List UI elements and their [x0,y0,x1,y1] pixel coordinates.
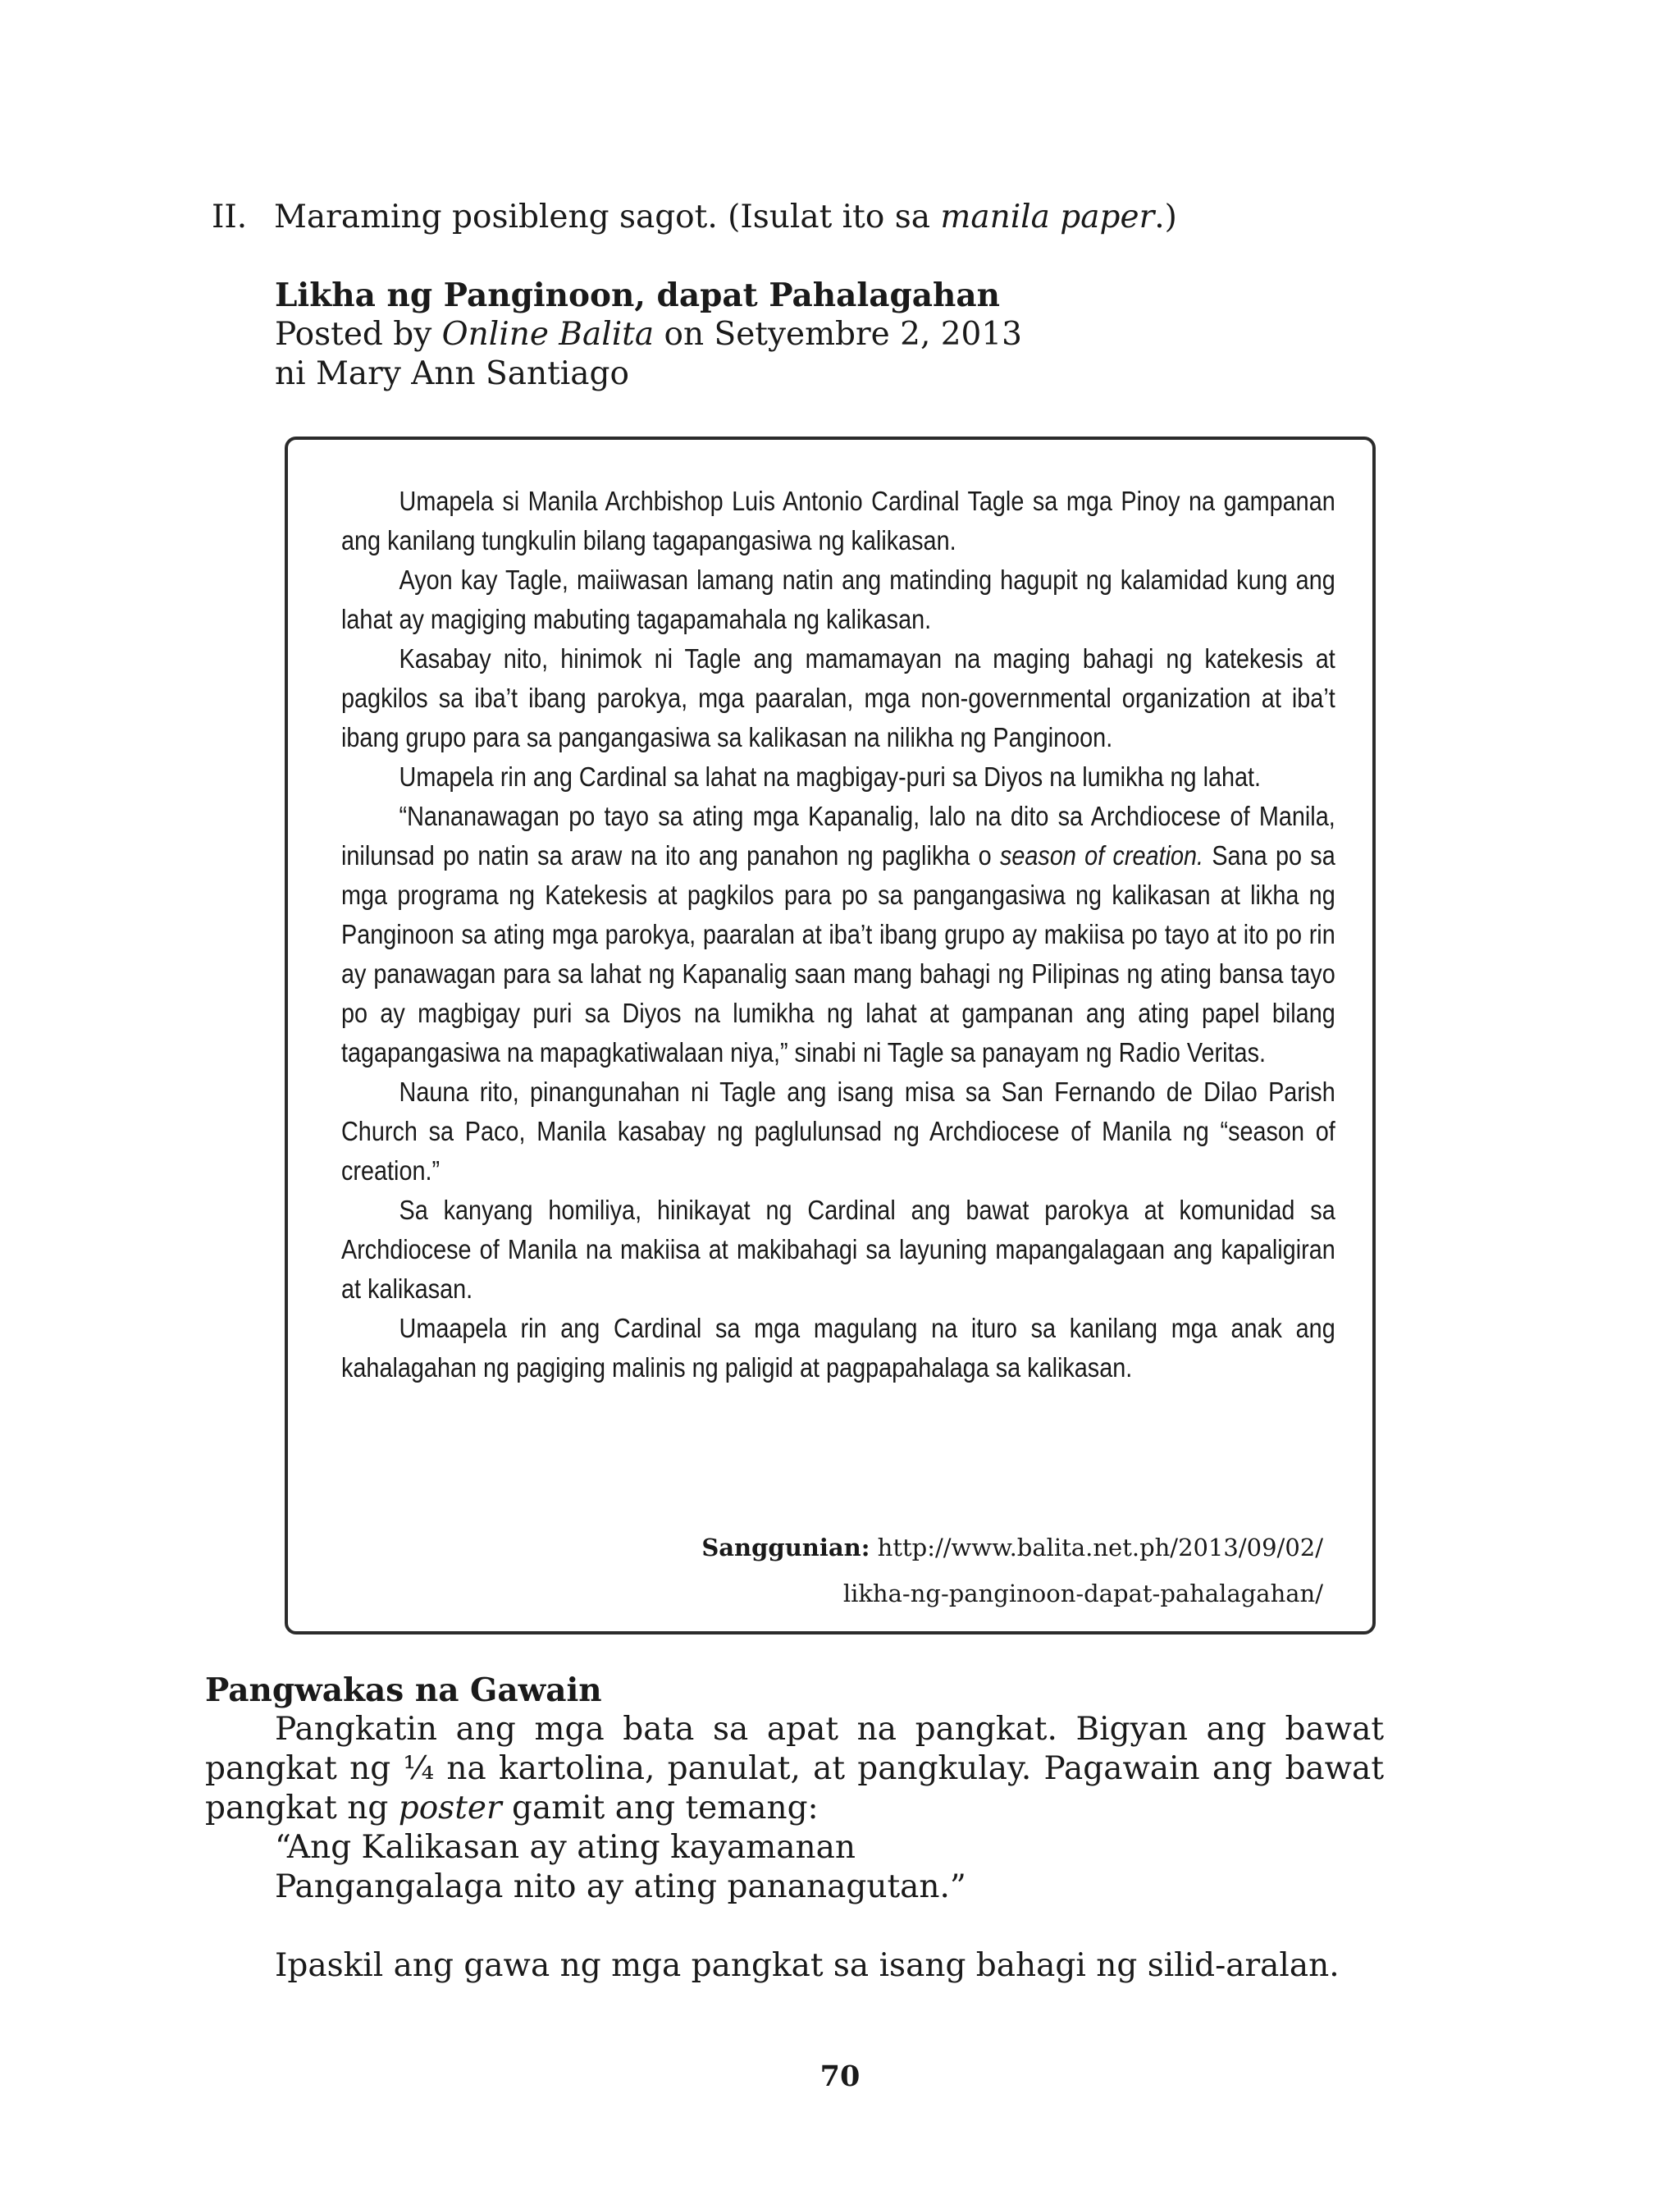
paragraph-part: Sana po sa mga programa ng Katekesis at pagkilos para po sa pangangasiwa ng kalikasan at likha ng Panginoon sa ating mga parokya, paaralan at iba’t ibang grupo ay makiisa po tayo at ito po rin ay panawagan para sa lahat ng Kapanalig saan mang bahagi ng Pilipinas ng ating bansa tayo po ay magbigay puri sa Diyos na lumikha ng lahat at gampanan ang ating papel bilang tagapangasiwa na mapagkatiwalaan niya,” sinabi ni Tagle sa panayam ng Radio Veritas. [341,841,1335,1068]
instruction-part: gamit ang temang: [501,1790,819,1827]
theme-line-1: “Ang Kalikasan ay ating kayamanan [275,1829,856,1866]
item-text-suffix: .) [1154,199,1177,235]
item-text: Maraming posibleng sagot. (Isulat ito sa [274,199,941,235]
article-paragraph: Kasabay nito, hinimok ni Tagle ang mamamayan na maging bahagi ng katekesis at pagkilos sa iba’t ibang parokya, mga paaralan, mga non-governmental organization at iba’t ibang grupo para sa pangangasiwa sa kalikasan na nilikha ng Panginoon. [341,644,1335,753]
article-header [275,276,1022,394]
posted-suffix: on Setyembre 2, 2013 [654,316,1022,353]
article-paragraph [341,798,1335,1073]
article-quote-box [285,437,1376,1634]
source-reference [701,1525,1323,1616]
article-body [341,482,1335,1388]
instruction-italic: poster [398,1790,502,1827]
page-number: 70 [819,2060,861,2093]
article-author: ni Mary Ann Santiago [275,355,629,392]
article-title: Likha ng Panginoon, dapat Pahalagahan [275,277,1000,314]
article-paragraph: Umapela si Manila Archbishop Luis Antonio Cardinal Tagle sa mga Pinoy na gampanan ang kanilang tungkulin bilang tagapangasiwa ng kalikasan. [341,487,1335,556]
article-paragraph: Ayon kay Tagle, maiiwasan lamang natin ang matinding hagupit ng kalamidad kung ang lahat ay magiging mabuting tagapamahala ng kalikasan. [341,565,1335,635]
item-text-italic: manila paper [940,199,1155,235]
source-label: Sanggunian: [701,1534,870,1561]
source-url-line2: likha-ng-panginoon-dapat-pahalagahan/ [842,1580,1323,1607]
paragraph-part: “Nananawagan po tayo sa ating mga Kapanalig, lalo na dito sa Archdiocese of Manila, inilunsad po natin sa araw na ito ang panahon ng paglikha o [341,802,1335,871]
article-posted-line [275,315,1022,354]
theme-line-2: Pangangalaga nito ay ating pananagutan.” [275,1868,966,1905]
item-number: II. [212,199,248,235]
article-paragraph: Umapela rin ang Cardinal sa lahat na magbigay-puri sa Diyos na lumikha ng lahat. [399,762,1262,793]
closing-heading: Pangwakas na Gawain [205,1671,602,1709]
paragraph-italic: season of creation. [999,841,1204,871]
article-paragraph: Sa kanyang homiliya, hinikayat ng Cardinal ang bawat parokya at komunidad sa Archdiocese of Manila na makiisa at makibahagi sa layuning mapangalagaan ang kapaligiran at kalikasan. [341,1196,1335,1305]
instruction-part: Pangkatin ang mga bata sa apat na pangkat. Bigyan ang bawat pangkat ng ¼ na kartolina, panulat, at pangkulay. Pagawain ang bawat pangkat ng [205,1711,1384,1827]
source-url-line1: http://www.balita.net.ph/2013/09/02/ [870,1534,1323,1561]
article-paragraph: Nauna rito, pinangunahan ni Tagle ang isang misa sa San Fernando de Dilao Parish Church sa Paco, Manila kasabay ng paglulunsad ng Archdiocese of Manila ng “season of creation.” [341,1077,1335,1186]
closing-final-instruction: Ipaskil ang gawa ng mga pangkat sa isang bahagi ng silid-aralan. [275,1947,1340,1984]
posted-source: Online Balita [441,316,655,353]
posted-prefix: Posted by [275,316,442,353]
article-paragraph: Umaapela rin ang Cardinal sa mga magulang na ituro sa kanilang mga anak ang kahalagahan ng pagiging malinis ng paligid at pagpapahalaga sa kalikasan. [341,1314,1335,1383]
closing-activity [205,1671,1384,1986]
closing-instructions [205,1710,1384,1828]
item-ii [212,197,1177,238]
